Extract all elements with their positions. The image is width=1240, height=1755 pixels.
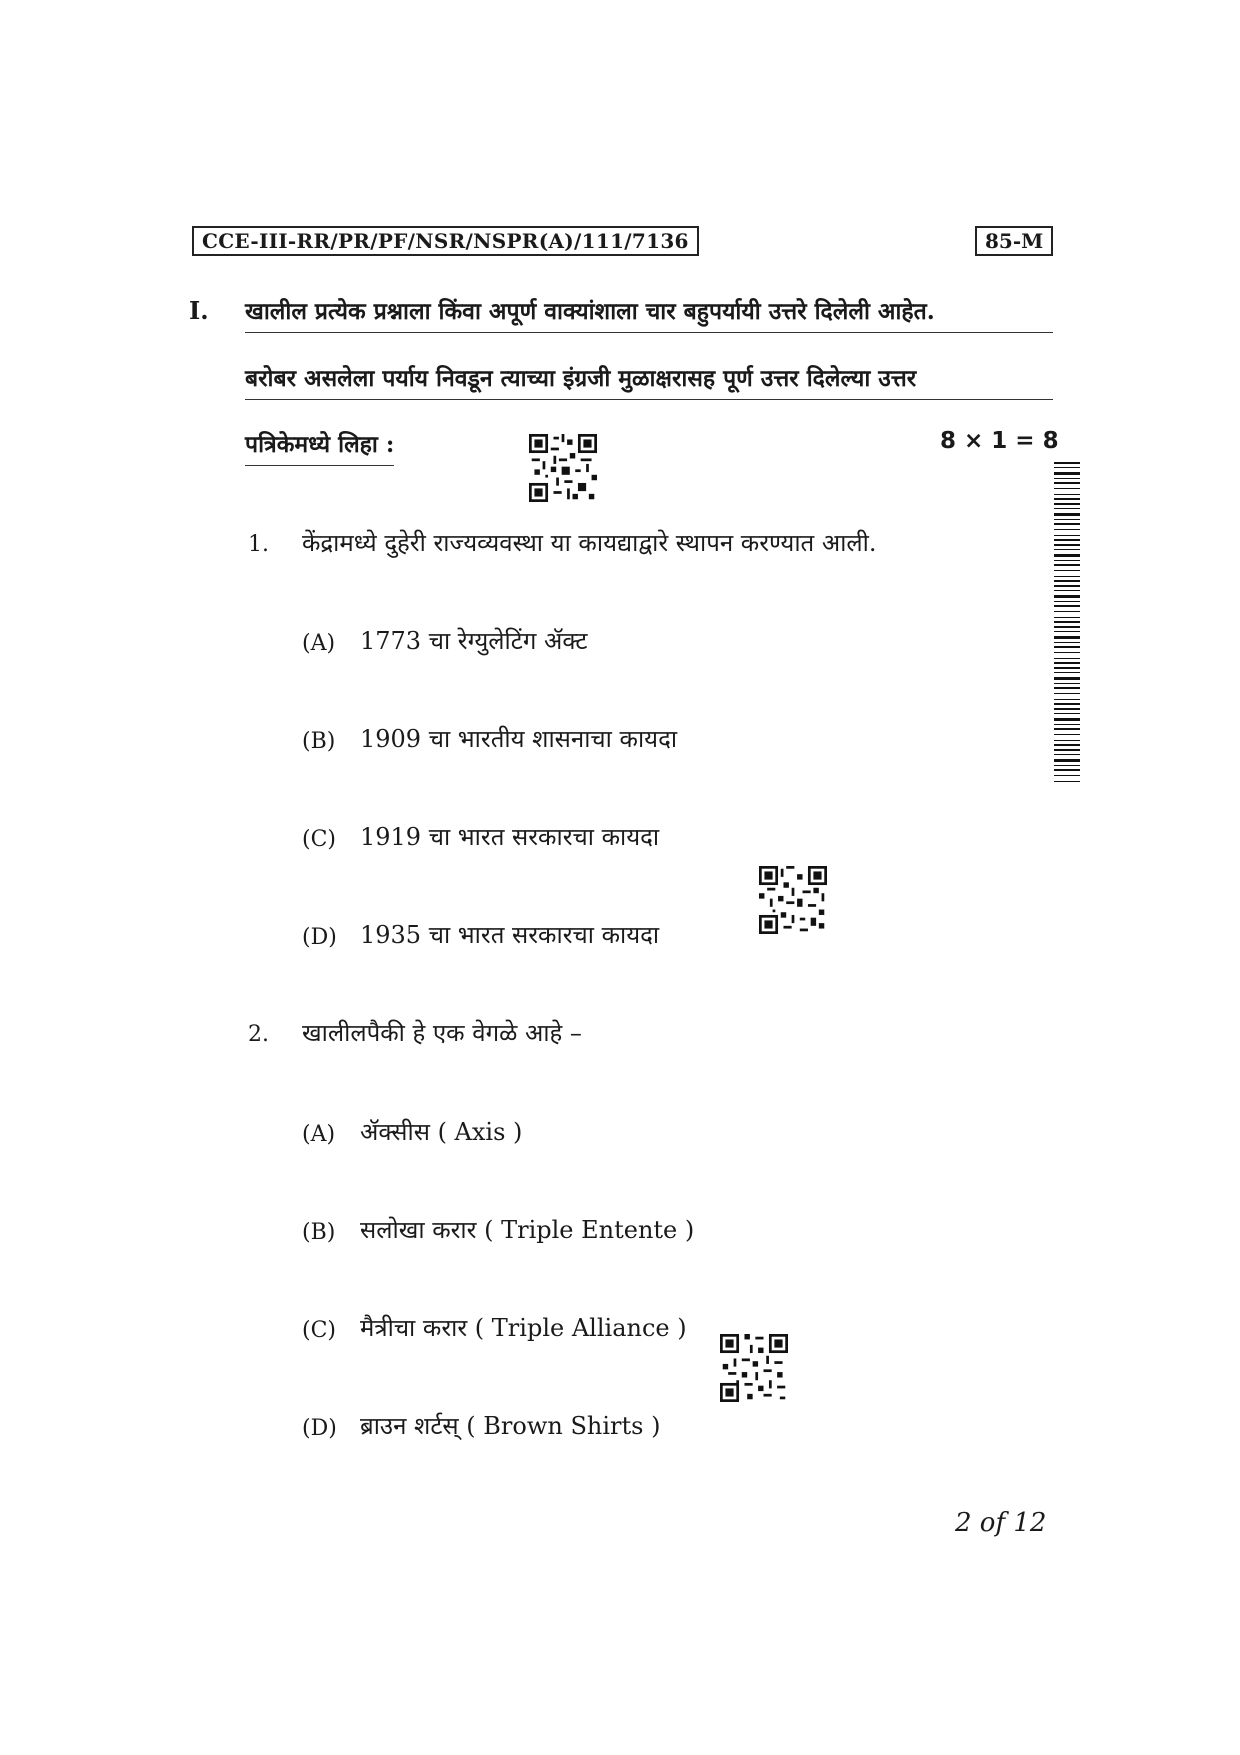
paper-code: 85-M: [975, 226, 1053, 256]
option-text: 1919 चा भारत सरकारचा कायदा: [360, 823, 660, 851]
option-letter: (C): [302, 1318, 336, 1343]
instruction-line-1: [245, 294, 1053, 333]
option-text: ॲक्सीस ( Axis ): [360, 1118, 523, 1146]
question-1-number: 1.: [248, 532, 269, 557]
option-text: 1773 चा रेग्युलेटिंग ॲक्ट: [360, 627, 588, 655]
option-text: 1909 चा भारतीय शासनाचा कायदा: [360, 725, 678, 753]
qr-code-icon: [759, 866, 827, 934]
option-letter: (A): [302, 1122, 336, 1147]
question-2-number: 2.: [248, 1022, 269, 1047]
option-letter: (A): [302, 631, 336, 656]
option-letter: (D): [302, 1416, 337, 1441]
qr-code-icon: [720, 1334, 788, 1402]
option-letter: (B): [302, 729, 336, 754]
marks-scheme: 8 × 1 = 8: [940, 428, 1059, 454]
option-letter: (D): [302, 925, 337, 950]
qr-code-icon: [529, 434, 597, 502]
instruction-line-2: [245, 361, 1053, 400]
exam-code: CCE-III-RR/PR/PF/NSR/NSPR(A)/111/7136: [192, 226, 699, 256]
option-text: ब्राउन शर्टस् ( Brown Shirts ): [360, 1412, 661, 1440]
instruction-line-3: पत्रिकेमध्ये लिहा :: [245, 427, 394, 466]
option-text: मैत्रीचा करार ( Triple Alliance ): [360, 1314, 687, 1342]
option-letter: (C): [302, 827, 336, 852]
option-letter: (B): [302, 1220, 336, 1245]
option-text: 1935 चा भारत सरकारचा कायदा: [360, 921, 660, 949]
instruction-line-1-text: खालील प्रत्येक प्रश्नाला किंवा अपूर्ण वाक्यांशाला चार बहुपर्यायी उत्तरे दिलेली आहेत.: [245, 298, 935, 325]
page-number: 2 of 12: [955, 1508, 1047, 1538]
barcode-icon: [1054, 462, 1080, 785]
question-2-text: खालीलपैकी हे एक वेगळे आहे –: [302, 1019, 582, 1047]
option-text: सलोखा करार ( Triple Entente ): [360, 1216, 695, 1244]
instruction-line-2-text: बरोबर असलेला पर्याय निवडून त्याच्या इंग्रजी मुळाक्षरासह पूर्ण उत्तर दिलेल्या उत्तर: [245, 365, 917, 392]
question-1-text: केंद्रामध्ये दुहेरी राज्यव्यवस्था या कायद्याद्वारे स्थापन करण्यात आली.: [302, 529, 877, 557]
section-number: I.: [189, 296, 209, 325]
